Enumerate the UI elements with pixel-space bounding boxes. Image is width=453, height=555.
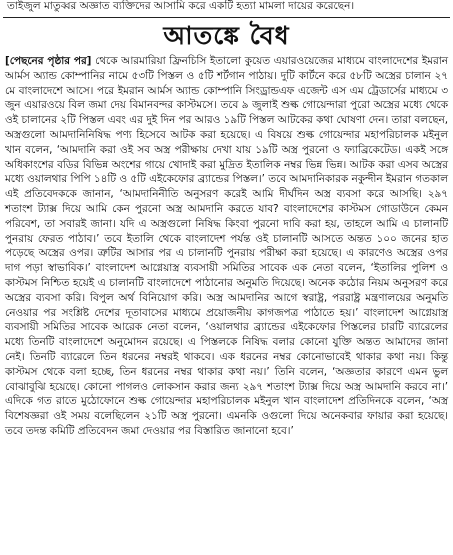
article-text: থেকে আরমারিয়া ফ্রিনচিসি ইতালো কুয়েত এয়ারওয়েজের মাধ্যমে বাংলাদেশের ইমরান আর্মস অ্যান্ড কোম্পানির নামে ৫৩টি পিস্তল ও ৫টি শর্টগান পাঠায়। দুটি কার্টনে করে ৫৮টি অস্ত্রের চালান ২৭ মে বাংলাদেশে আসে। পরে ইমরান আর্মস অ্যান্ড কোম্পানি সিংড্রান্ডএফ এজেন্ট এস এম ট্রেডার্সের মাধ্যমে ৩ জুন এয়ারওয়ে বিল জমা দেয় বিমানবন্দর কাস্টমসে। তবে ৯ জুলাই শুল্ক গোয়েন্দারা পুরো অস্ত্রের মধ্যে থেকে ওই চালানের ২টি পিস্তল এবং এর দুই দিন পর আরও ১৯টি পিস্তল আটকের কথা ঘোষণা দেন। তারা বলছেন, অস্ত্রগুলো আমদানিনিষিদ্ধ পণ্য হিসেবে আটক করা হয়েছে। এ বিষয়ে শুল্ক গোয়েন্দার মহাপরিচালক মইনুল খান বলেন, ‘আমদানি করা ওই সব অস্ত্র পরীক্ষায় দেখা যায় ১৯টি অস্ত্র পুরনো ও ফ্যাব্রিকেটেড। একই সঙ্গে অধিকাংশের বডির বিভিন্ন অংশের গায়ে খোদাই করা মুদ্রিত ইতালিক নম্বর ভিন্ন ভিন্ন। আটক করা এসব অস্ত্রের মধ্যে ওয়ালথার পিপি ১৪টি ও ৫টি এইকেফোর ব্র্যান্ডের পিস্তল।’ তবে আমদানিকারক নকুন্দীন ইমরান গতকাল এই প্রতিবেদককে জানান, ‘আমদানিনীতি অনুসরণ করেই আমি দীর্ঘদিন অস্ত্র ব্যবসা করে আসছি। ২৯৭ শতাংশ ট্যাক্স দিয়ে আমি কেন পুরনো অস্ত্র আমদানি করতে যাব? বাংলাদেশের কাস্টমস গোডাউনে কেমন পরিবেশ, তা সবারই জানা। যদি এ অস্ত্রগুলো নিষিদ্ধ কিংবা পুরনো দাবি করা হয়, তাহলে আমি এ চালানটি পুনরায় ফেরত পাঠাব।’ তবে ইতালি থেকে বাংলাদেশ পর্যন্ত ওই চালানটি আসতে অন্তত ১০০ জনের হাত পড়েছে অস্ত্রের ওপর। ত্রুটির আসার পর এ চালানটি পুনরায় পরীক্ষা করা হয়েছে। এ কারণেও অস্ত্রের ওপর দাগ পড়া স্বাভাবিক।’ বাংলাদেশ আগ্নেয়াস্ত্র ব্যবসায়ী সমিতির সাবেক এক নেতা বলেন, ‘ইতালির পুলিশ ও কাস্টমস নিশ্চিত হয়েই এ চালানটি বাংলাদেশে পাঠানোর অনুমতি দিয়েছে। অনেক কঠোর নিয়ম অনুসরণ করে অস্ত্রের ব্যবসা করি। বিপুল অর্থ বিনিয়োগ করি। অস্ত্র আমদানির আগে স্বরাষ্ট্র, পররাষ্ট্র মন্ত্রণালয়ের অনুমতি নেওয়ার পর সংশ্লিষ্ট দেশের দূতাবাসের মাধ্যমে প্রয়োজনীয় কাগজপত্র পাঠাতে হয়।’ বাংলাদেশ আগ্নেয়াস্ত্র ব্যবসায়ী সমিতির সাবেক আরেক নেতা বলেন, ‘ওয়ালথার ব্র্যান্ডের এইকেফোর পিস্তলের চারটি ব্যারেলের মধ্যে তিনটি বাংলাদেশে অনুমোদন রয়েছে। এ পিস্তলকে নিষিদ্ধ বলার কোনো যুক্তি অন্তত আমাদের জানা নেই। তিনটি ব্যারেলে তিন ধরনের নম্বরই থাকবে। এক ধরনের নম্বর কোনোভাবেই থাকার কথা নয়। কিন্তু কাস্টমস থেকে বলা হচ্ছে, তিন ধরনের নম্বর থাকার কথা নয়।’ তিনি বলেন, ‘অজ্ঞতার কারণে এমন ভুল বোঝাবুঝি হয়েছে। কোনো পাগলও লোকসান করার জন্য ২৯৭ শতাংশ ট্যাক্স দিয়ে অস্ত্র আমদানি করবে না।’ এদিকে গত রাতে মুঠোফোনে শুল্ক গোয়েন্দার মহাপরিচালক মইনুল খান বাংলাদেশ প্রতিদিনকে বলেন, ‘অস্ত্র বিশেষজ্ঞরা ওই সময় বলেছিলেন ২১টি অস্ত্র পুরনো। এমনকি ওগুলো দিয়ে অনেকবার ফায়ার করা হয়েছে। তবে তদন্ত কমিটি প্রতিবেদন জমা দেওয়ার পর বিস্তারিত জানানো হবে।’ [5,55,448,437]
article-body [3,54,450,544]
divider-line [3,17,450,18]
continuation-tag: [পেছনের পৃষ্ঠার পর] [5,55,92,67]
previous-article-last-line: তাইজুল মাতুব্বর অজ্ঞাত ব্যক্তিদের আসামি করে একটি হত্যা মামলা দায়ের করেছেন। [7,0,355,12]
headline: আতঙ্কে বৈধ [163,21,290,50]
